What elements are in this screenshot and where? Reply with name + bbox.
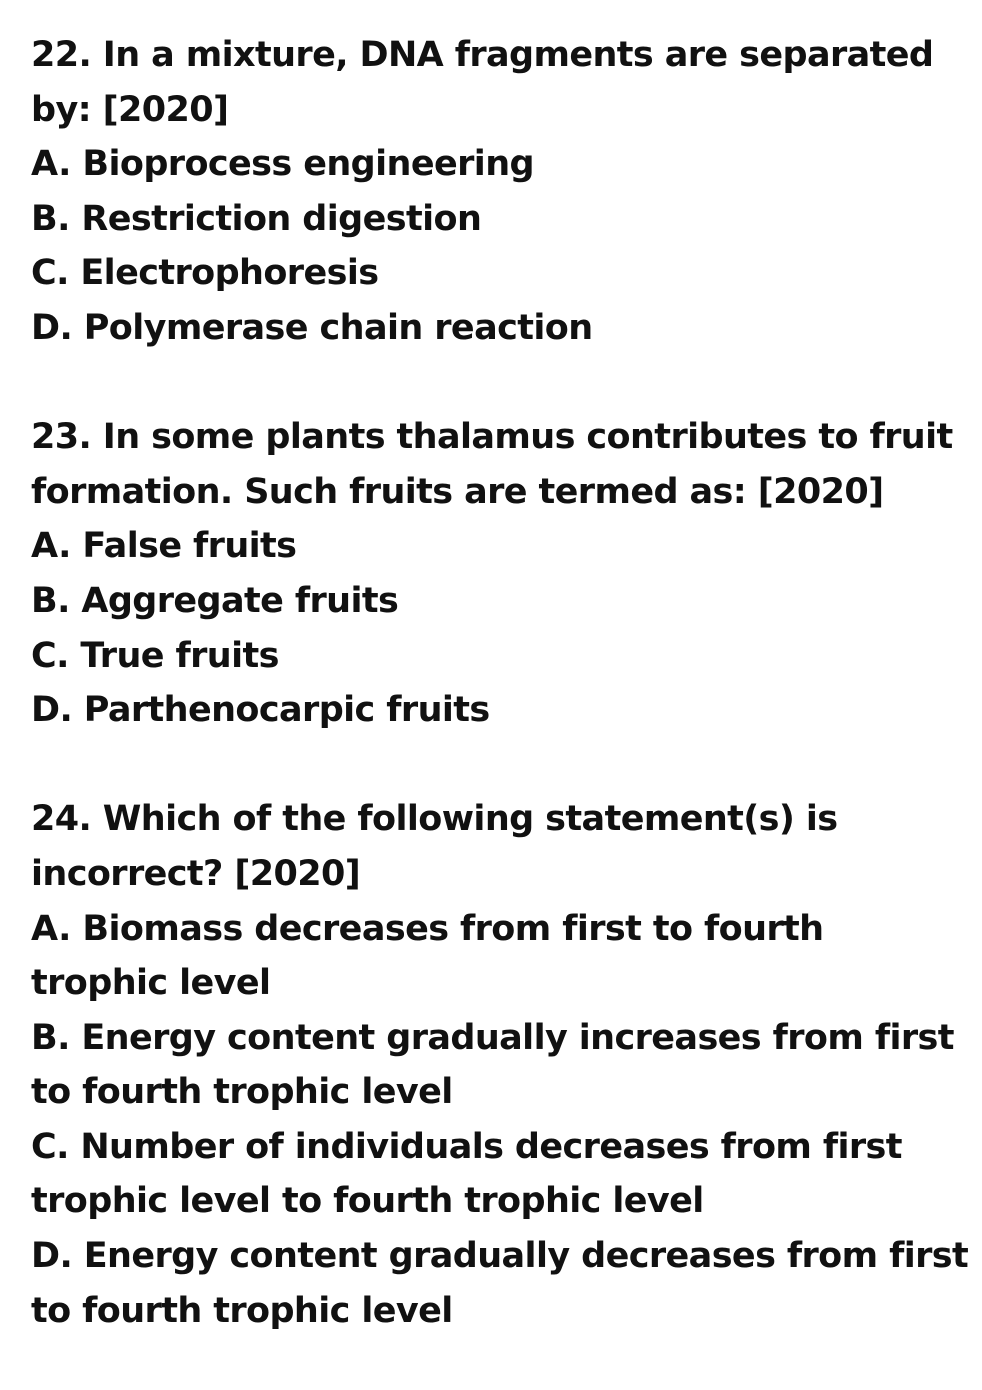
option-d <box>31 683 961 738</box>
option-d <box>31 1229 969 1338</box>
question-24 <box>31 792 969 1338</box>
option-line: C. Electrophoresis <box>31 253 379 294</box>
stem-line: incorrect? [2020] <box>31 853 361 894</box>
option-c <box>31 246 961 301</box>
option-line: B. Aggregate fruits <box>31 580 399 621</box>
option-b <box>31 574 961 629</box>
option-line: D. Energy content gradually decreases from first <box>31 1236 969 1277</box>
option-line: A. Bioprocess engineering <box>31 144 534 185</box>
stem-line: 23. In some plants thalamus contributes to fruit <box>31 417 953 458</box>
option-line: D. Parthenocarpic fruits <box>31 690 490 731</box>
stem-line: 24. Which of the following statement(s) is <box>31 799 838 840</box>
option-a <box>31 902 961 1011</box>
option-line: trophic level <box>31 963 271 1004</box>
option-c <box>31 629 961 684</box>
option-line: A. False fruits <box>31 526 297 567</box>
option-line: B. Energy content gradually increases from first <box>31 1017 954 1058</box>
question-page <box>31 28 969 1338</box>
option-line: C. True fruits <box>31 635 279 676</box>
question-22 <box>31 28 961 356</box>
option-line: B. Restriction digestion <box>31 198 482 239</box>
question-23 <box>31 410 961 738</box>
question-stem <box>31 410 961 519</box>
option-b <box>31 1011 961 1120</box>
option-line: trophic level to fourth trophic level <box>31 1181 704 1222</box>
stem-line: by: [2020] <box>31 89 229 130</box>
option-c <box>31 1120 961 1229</box>
question-stem <box>31 28 961 137</box>
option-line: A. Biomass decreases from first to fourth <box>31 908 824 949</box>
option-line: D. Polymerase chain reaction <box>31 307 593 348</box>
stem-line: 22. In a mixture, DNA fragments are separated <box>31 35 934 75</box>
option-a <box>31 137 961 192</box>
question-stem <box>31 792 961 901</box>
stem-line: formation. Such fruits are termed as: [2020] <box>31 471 884 512</box>
option-line: C. Number of individuals decreases from first <box>31 1126 902 1167</box>
option-line: to fourth trophic level <box>31 1290 453 1331</box>
option-a <box>31 519 961 574</box>
option-b <box>31 192 961 247</box>
option-d <box>31 301 961 356</box>
option-line: to fourth trophic level <box>31 1072 453 1113</box>
